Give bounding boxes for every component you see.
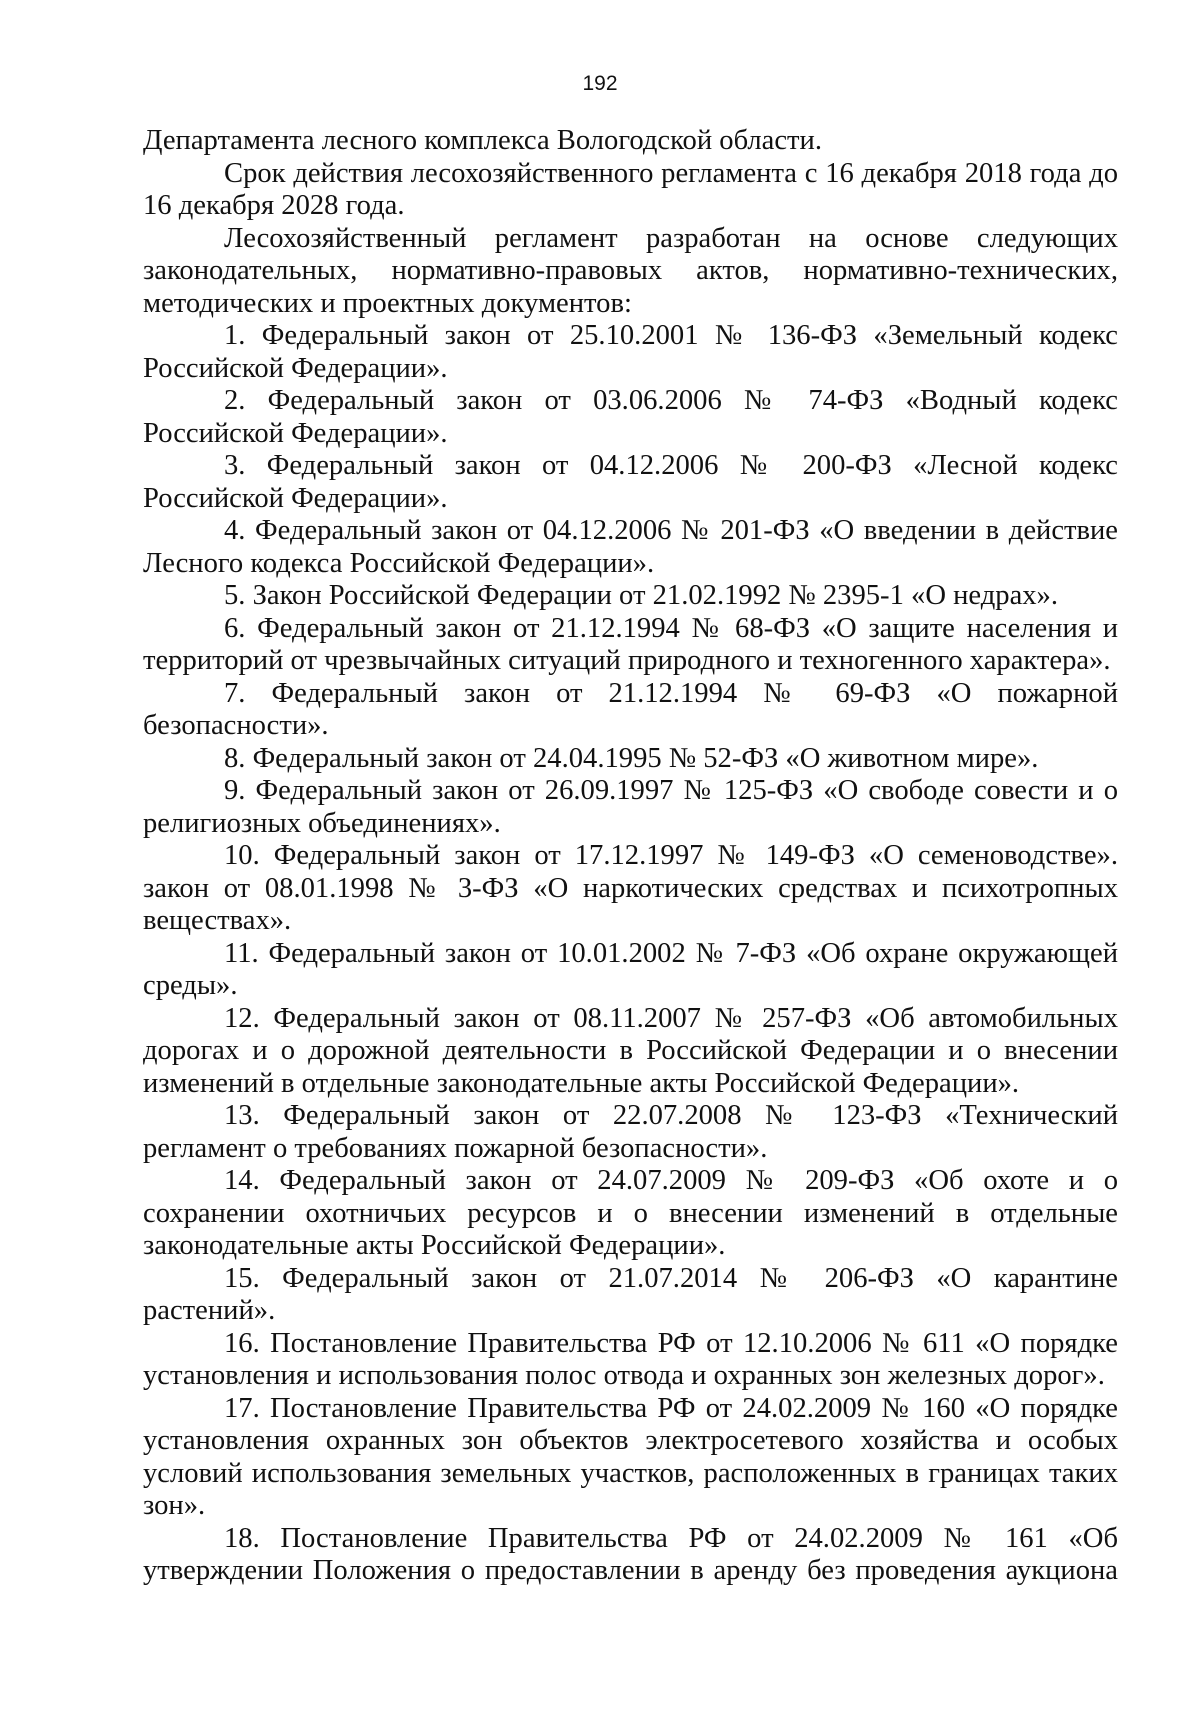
text-line: 13. Федеральный закон от 22.07.2008 № 123-ФЗ «Технический — [224, 1100, 1118, 1131]
text-line: 18. Постановление Правительства РФ от 24.02.2009 № 161 «Об — [224, 1522, 1118, 1554]
text-line: методических и проектных документов: — [143, 287, 632, 319]
text-line: 1. Федеральный закон от 25.10.2001 № 136-ФЗ «Земельный кодекс — [224, 320, 1118, 351]
text-line: законодательные акты Российской Федерации». — [143, 1230, 726, 1261]
text-line: Департамента лесного комплекса Вологодской области. — [143, 125, 823, 156]
text-line: 12. Федеральный закон от 08.11.2007 № 257-ФЗ «Об автомобильных — [224, 1002, 1118, 1034]
text-line: Лесохозяйственный регламент разработан на основе следующих — [224, 222, 1118, 254]
text-line: территорий от чрезвычайных ситуаций природного и техногенного характера». — [143, 645, 1111, 676]
text-line: сохранении охотничьих ресурсов и о внесении изменений в отдельные — [143, 1197, 1118, 1229]
text-line: 2. Федеральный закон от 03.06.2006 № 74-ФЗ «Водный кодекс — [224, 385, 1118, 416]
text-line: веществах». — [143, 905, 292, 936]
text-line: Российской Федерации». — [143, 482, 448, 514]
text-line: Российской Федерации». — [143, 417, 448, 449]
text-line: 7. Федеральный закон от 21.12.1994 № 69-ФЗ «О пожарной — [224, 677, 1118, 709]
text-line: Лесного кодекса Российской Федерации». — [143, 547, 655, 579]
page-number: 192 — [582, 72, 618, 95]
text-line: Срок действия лесохозяйственного регламента с 16 декабря 2018 года до — [224, 157, 1118, 189]
text-line: Российской Федерации». — [143, 352, 448, 384]
text-line: 9. Федеральный закон от 26.09.1997 № 125-ФЗ «О свободе совести и о — [224, 775, 1118, 806]
text-line: религиозных объединениях». — [143, 807, 501, 839]
text-line: 15. Федеральный закон от 21.07.2014 № 206-ФЗ «О карантине — [224, 1262, 1118, 1294]
text-line: среды». — [143, 970, 238, 1001]
text-line: 5. Закон Российской Федерации от 21.02.1992 № 2395-1 «О недрах». — [224, 580, 1059, 611]
text-line: закон от 08.01.1998 № 3-ФЗ «О наркотических средствах и психотропных — [143, 872, 1118, 904]
text-line: регламент о требованиях пожарной безопасности». — [143, 1132, 768, 1164]
document-body — [143, 125, 1118, 1588]
text-line: растений». — [143, 1295, 276, 1326]
text-line: условий использования земельных участков, расположенных в границах таких — [143, 1457, 1118, 1489]
text-line: 17. Постановление Правительства РФ от 24.02.2009 № 160 «О порядке — [224, 1392, 1118, 1424]
text-line: 3. Федеральный закон от 04.12.2006 № 200-ФЗ «Лесной кодекс — [224, 450, 1118, 481]
text-line: 10. Федеральный закон от 17.12.1997 № 149-ФЗ «О семеноводстве». — [224, 840, 1118, 871]
text-line: зон». — [143, 1490, 206, 1521]
text-line: безопасности». — [143, 710, 329, 741]
text-line: изменений в отдельные законодательные акты Российской Федерации». — [143, 1067, 1020, 1099]
text-line: дорогах и о дорожной деятельности в Российской Федерации и о внесении — [143, 1035, 1118, 1066]
text-line: 11. Федеральный закон от 10.01.2002 № 7-ФЗ «Об охране окружающей — [224, 937, 1118, 969]
text-line: 16 декабря 2028 года. — [143, 190, 405, 221]
text-line: 16. Постановление Правительства РФ от 12.10.2006 № 611 «О порядке — [224, 1327, 1118, 1359]
text-line: 4. Федеральный закон от 04.12.2006 № 201-ФЗ «О введении в действие — [224, 515, 1118, 546]
text-line: утверждении Положения о предоставлении в аренду без проведения аукциона — [143, 1555, 1118, 1586]
text-line: установления охранных зон объектов электросетевого хозяйства и особых — [143, 1425, 1118, 1456]
text-line: 8. Федеральный закон от 24.04.1995 № 52-ФЗ «О животном мире». — [224, 742, 1039, 774]
text-line: 14. Федеральный закон от 24.07.2009 № 209-ФЗ «Об охоте и о — [224, 1165, 1118, 1196]
text-line: законодательных, нормативно-правовых актов, нормативно-технических, — [143, 255, 1118, 286]
text-line: 6. Федеральный закон от 21.12.1994 № 68-ФЗ «О защите населения и — [224, 612, 1118, 644]
text-line: установления и использования полос отвода и охранных зон железных дорог». — [143, 1360, 1105, 1391]
